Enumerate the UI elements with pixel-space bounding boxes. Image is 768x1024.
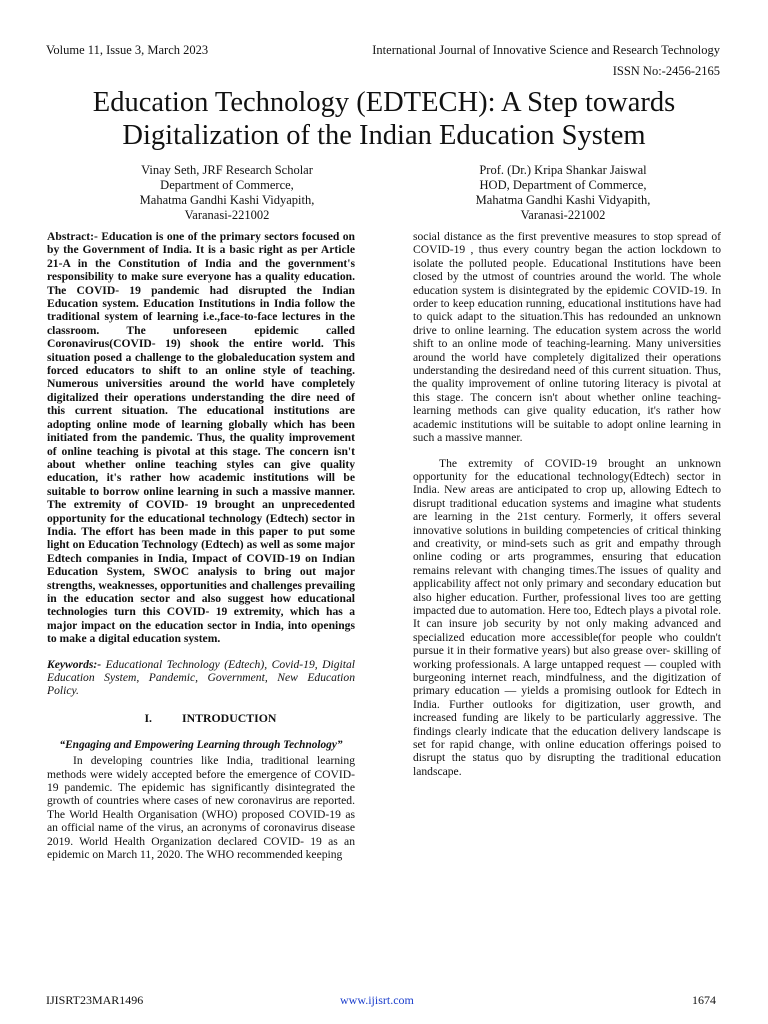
volume-issue: Volume 11, Issue 3, March 2023 (46, 43, 209, 57)
section-quote: “Engaging and Empowering Learning through Technology” (59, 739, 343, 752)
author-department: HOD, Department of Commerce, (479, 178, 647, 192)
author-department: Department of Commerce, (160, 178, 294, 192)
section-number: I. (144, 710, 152, 725)
paper-id: IJISRT23MAR1496 (46, 993, 144, 1007)
body-paragraph-1: social distance as the first preventive measures to stop spread of COVID-19 , thus every country began the action lockdown to isolate the polluted people. Educational Institutions have been closed by the utmost of countries around the world. The whole education system is disintegrated by the epidemic COVID-19. In order to keep education running, educational institutions have had to quick adapt to the situation.This has redounded an unknown drive to online learning. The education system across the world shift to an online mode of teaching-learning. Many universities around the world have completely digitalized their operations understanding the desiredand need of this current situation. Thus, the quality improvement of online tutoring literacy is pivotal at this stage. The concern isn't about whether online teaching-learning methods can give quality education, it's rather how academic institutions will be suitable to adopt online learning in such a massive manner. (413, 230, 721, 445)
issn: ISSN No:-2456-2165 (612, 64, 720, 78)
author-block-2 (438, 163, 688, 223)
paper-title: Education Technology (EDTECH): A Step towards Digitalization of the Indian Education System (92, 87, 676, 151)
left-column (47, 230, 355, 861)
body-paragraph-2: The extremity of COVID-19 brought an unknown opportunity for the educational technology(Edtech) sector in India. New areas are anticipated to crop up, allowing Edtech to disrupt traditional education systems and imagine what students are learning in the 21st century. Formerly, it offers several innovative solutions in building competencies of critical thinking and creativity, or mind-sets such as grit and empathy through online coding or arts programmes, ensuring that education remains relevant with changing times.The issues of quality and applicability affect not only primary and secondary education but also higher education. Further, professional lives too are getting impacted due to automation. Here too, Edtech plays a pivotal role. It can insure job security by not only making advanced and specialized education more accessible(for people who couldn't pursue it in their formative years) but also grease over- skilling of working professionals. A large untapped request — coupled with burgeoning internet reach, mindfulness, and the digitization of primary education — yields a promising outlook for Edtech in India. Further outlooks for digitization, user growth, and increased funding are likely to be particularly aggressive. The findings clearly indicate that the education delivery landscape is set for rapid change, with online education offerings poised to disrupt the status quo by disrupting the traditional education landscape. (413, 456, 721, 778)
journal-url-link[interactable]: www.ijisrt.com (340, 993, 414, 1007)
author-city: Varanasi-221002 (184, 208, 270, 222)
right-column (413, 230, 721, 778)
author-institution: Mahatma Gandhi Kashi Vidyapith, (139, 193, 315, 207)
author-block-1 (102, 163, 352, 223)
abstract: Abstract:- Education is one of the primary sectors focused on by the Government of India. It is a basic right as per Article 21-A in the Constitution of India and the government's responsibility to make sure everyone has a quality education. The COVID- 19 pandemic had disrupted the Indian Education system. Education Institutions in India follow the traditional system of learning i.e.,face-to-face lectures in the classroom. The unforeseen epidemic called Coronavirus(COVID- 19) shook the entire world. This situation posed a challenge to the globaleducation system and forced educators to shift to an online style of teaching. Numerous universities around the world have completely digitalized their operations understanding the dire need of this current situation. The educational institutions are adopting online mode of learning globally which has been initiated from the pandemic. Thus, the quality improvement of online teaching is pivotal at this stage. The concern isn't about whether online teaching styles can give quality education, it's rather how academic institutions will be suitable to borrow online learning in such a massive manner. The extremity of COVID- 19 brought an unprecedented opportunity for the educational technology (Edtech) sector in India. The effort has been made in this paper to put some light on Education Technology (Edtech) as well as some major Edtech companies in India, Impact of COVID-19 on Indian Education System, SWOC analysis to bring out major strengths, weaknesses, opportunities and challenges prevailing in the education sector and also suggest how educational technologies turn this COVID- 19 extremity, which has a major impact on the education sector in India, into openings to make a digital education system. (47, 230, 355, 646)
keywords-text: Educational Technology (Edtech), Covid-19, Digital Education System, Pandemic, Government, New Education Policy. (47, 657, 355, 698)
intro-paragraph: In developing countries like India, traditional learning methods were widely accepted before the emergence of COVID-19 pandemic. The epidemic has significantly disintegrated the growth of countries where cases of new coronavirus are reported. The World Health Organisation (WHO) proposed COVID-19 as an official name of the virus, an acronyms of coronavirus disease 2019. World Health Organization declared COVID- 19 as an epidemic on March 11, 2020. The WHO recommended keeping (47, 754, 355, 862)
section-heading (47, 712, 355, 725)
section-title: INTRODUCTION (182, 710, 277, 725)
journal-name: International Journal of Innovative Science and Research Technology (372, 43, 720, 57)
keywords (47, 658, 355, 698)
page-number: 1674 (692, 993, 716, 1007)
author-name: Prof. (Dr.) Kripa Shankar Jaiswal (479, 163, 647, 177)
author-city: Varanasi-221002 (520, 208, 606, 222)
author-name: Vinay Seth, JRF Research Scholar (141, 163, 313, 177)
keywords-label: Keywords:- (47, 657, 102, 671)
author-institution: Mahatma Gandhi Kashi Vidyapith, (475, 193, 651, 207)
